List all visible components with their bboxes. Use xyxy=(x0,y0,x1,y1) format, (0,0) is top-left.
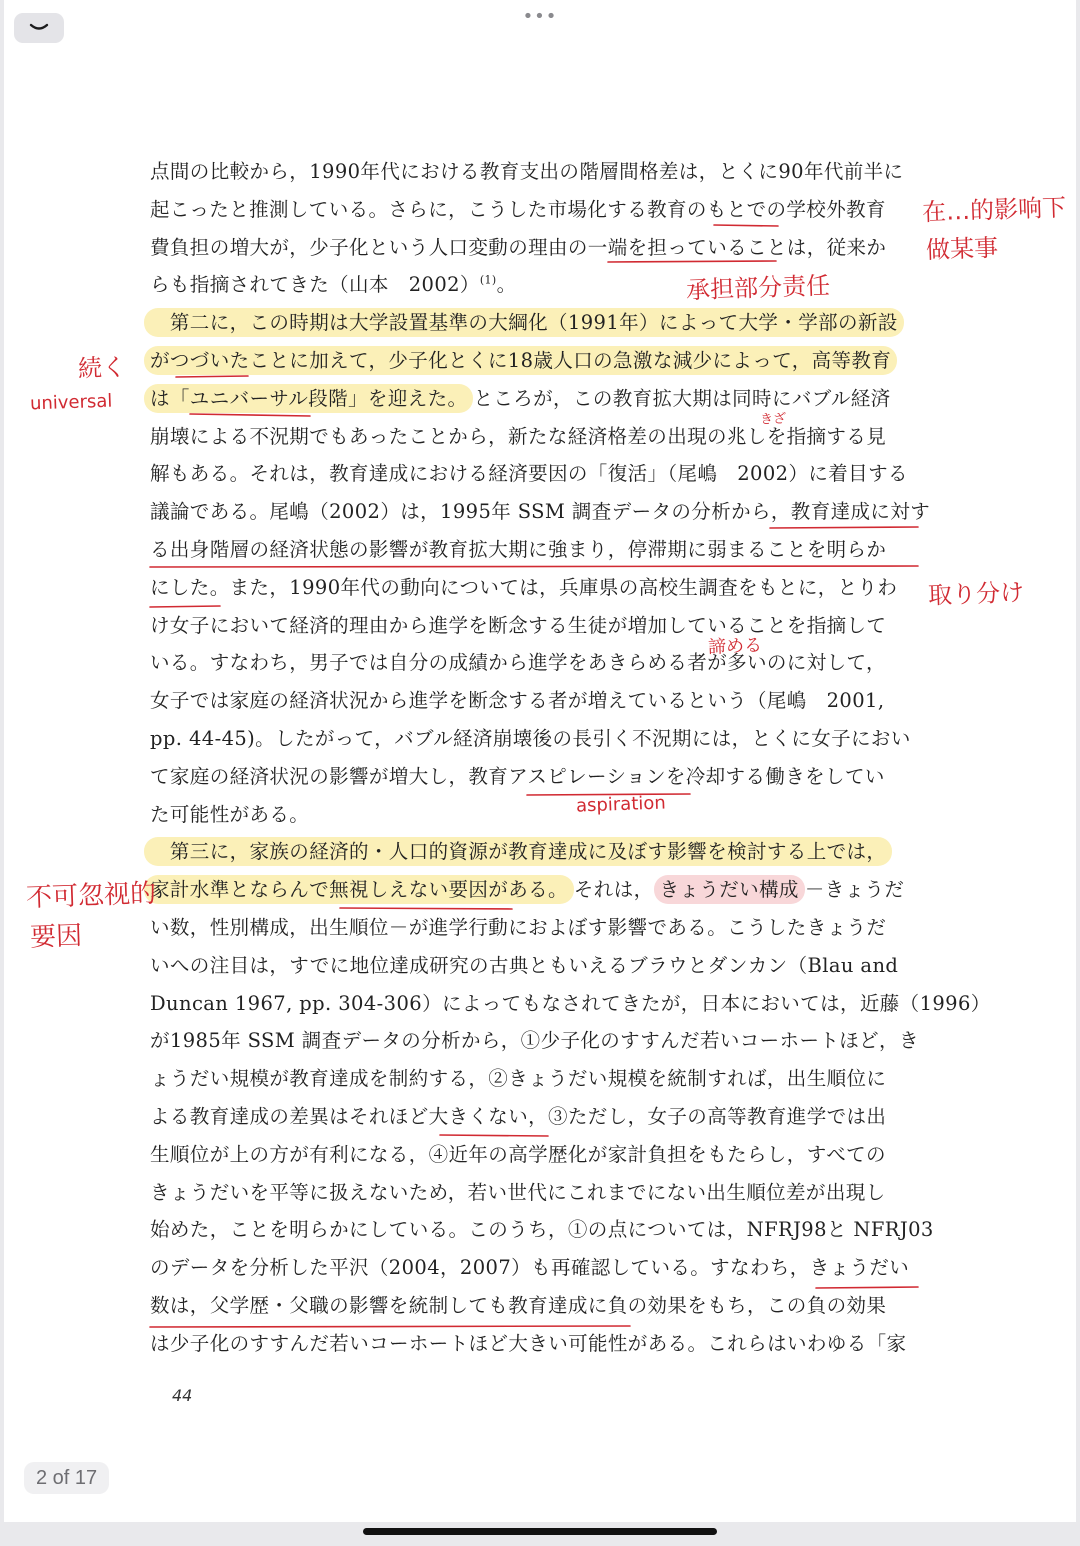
text-line xyxy=(150,645,886,681)
highlight-yellow: は「ユニバーサル段階」を迎えた。 xyxy=(144,384,473,413)
text-run: それは， xyxy=(573,878,654,902)
text-line xyxy=(150,948,898,984)
home-indicator[interactable] xyxy=(363,1528,717,1535)
text-line xyxy=(150,1099,886,1135)
text-line xyxy=(150,1250,909,1286)
text-line xyxy=(150,608,886,644)
text-run: いへの注目は，すでに地位達成研究の古典ともいえるブラウとダンカン（Blau and xyxy=(150,953,899,977)
text-run: 数は，父学歴・父職の影響を統制しても教育達成に負の効果をもち，この負の効果 xyxy=(150,1294,887,1317)
text-run: Duncan 1967, pp. 304-306）によってもなされてきたが，日本においては，近藤（1996） xyxy=(150,991,991,1015)
highlight-yellow: 第二に，この時期は大学設置基準の大綱化（1991年）によって大学・学部の新設 xyxy=(144,308,904,337)
text-line xyxy=(150,683,884,719)
text-line xyxy=(150,872,904,908)
text-line xyxy=(150,305,904,341)
ink-note: 不可忽视的 xyxy=(25,878,157,914)
ink-note: 承担部分责任 xyxy=(685,271,831,305)
text-run: て家庭の経済状況の影響が増大し，教育アスピレーションを冷却する働きをしてい xyxy=(150,764,885,788)
text-run: 女子では家庭の経済状況から進学を断念する者が増えているという（尾嶋 2001, xyxy=(150,689,885,713)
text-run: 点間の比較から，1990年代における教育支出の階層間格差は，とくに90年代前半に xyxy=(150,160,904,183)
text-line xyxy=(150,1137,886,1173)
text-line xyxy=(150,759,885,795)
text-line xyxy=(150,1023,919,1059)
text-run: が1985年 SSM 調査データの分析から，①少子化のすすんだ若いコーホートほど，き xyxy=(150,1029,919,1053)
ink-note: universal xyxy=(29,390,113,415)
highlight-yellow: 家計水準とならんで無視しえない要因がある。 xyxy=(144,875,574,904)
text-line xyxy=(150,721,911,757)
text-run: た可能性がある。 xyxy=(150,802,310,826)
text-line xyxy=(150,797,309,833)
text-line xyxy=(150,1175,886,1211)
text-line xyxy=(150,230,886,266)
text-run: 始めた，ことを明らかにしている。このうち，①の点については，NFRJ98と NFRJ03 xyxy=(150,1218,934,1242)
highlight-yellow: 第三に，家族の経済的・人口的資源が教育達成に及ぼす影響を検討する上では， xyxy=(144,837,892,866)
text-run: ょうだい規模が教育達成を制約する，②きょうだい規模を統制すれば，出生順位に xyxy=(150,1067,887,1091)
text-line xyxy=(150,494,930,530)
text-line xyxy=(150,154,903,190)
text-line xyxy=(150,343,897,379)
text-run: 解もある。それは，教育達成における経済要因の「復活」（尾嶋 2002）に着目する xyxy=(150,462,908,486)
ink-note: 做某事 xyxy=(925,233,999,265)
ink-note: aspiration xyxy=(575,792,667,817)
text-run: い数，性別構成，出生順位－が進学行動におよぼす影響である。こうしたきょうだ xyxy=(150,916,887,939)
text-run: きょうだいを平等に扱えないため，若い世代にこれまでにない出生順位差が出現し xyxy=(150,1180,886,1204)
text-line xyxy=(150,570,897,606)
text-run: 崩壊による不況期でもあったことから，新たな経済格差の出現の兆しを指摘する見 xyxy=(150,424,887,448)
text-line xyxy=(150,1326,906,1362)
text-run: －きょうだ xyxy=(804,878,905,902)
text-run: 起こったと推測している。さらに，こうした市場化する教育のもとでの学校外教育 xyxy=(150,197,886,221)
text-run: る出身階層の経済状態の影響が教育拡大期に強まり，停滞期に弱まることを明らか xyxy=(150,538,887,561)
text-run: 費負担の増大が，少子化という人口変動の理由の一端を担っていることは，従来か xyxy=(150,235,887,259)
page-indicator[interactable]: 2 of 17 xyxy=(24,1462,109,1494)
highlight-yellow: がつづいたことに加えて，少子化とくに18歳人口の急激な減少によって，高等教育 xyxy=(144,346,897,375)
page-number: 44 xyxy=(172,1386,193,1405)
text-run: pp. 44-45)。したがって，バブル経済崩壊後の長引く不況期には，とくに女子におい xyxy=(150,727,911,750)
text-line xyxy=(150,1288,886,1324)
text-line xyxy=(150,456,908,492)
text-line xyxy=(150,986,991,1022)
text-run: いる。すなわち，男子では自分の成績から進学をあきらめる者が多いのに対して， xyxy=(150,651,886,675)
text-run: け女子において経済的理由から進学を断念する生徒が増加していることを指摘して xyxy=(150,613,887,637)
ink-note: 在…的影响下 xyxy=(921,193,1067,227)
text-line xyxy=(150,834,892,870)
text-run: は少子化のすすんだ若いコーホートほど大きい可能性がある。これらはいわゆる「家 xyxy=(150,1331,907,1355)
text-run: らも指摘されてきた（山本 2002） xyxy=(150,273,480,297)
text-run: 。 xyxy=(496,273,517,297)
ink-note: 続く xyxy=(77,353,127,383)
text-line xyxy=(150,910,886,946)
text-run: ところが，この教育拡大期は同時にバブル経済 xyxy=(473,386,891,410)
ink-note: 要因 xyxy=(29,921,83,953)
text-line xyxy=(150,532,886,568)
text-run: よる教育達成の差異はそれほど大きくない，③ただし，女子の高等教育進学では出 xyxy=(150,1105,887,1128)
ellipsis-icon: ••• xyxy=(522,5,558,27)
text-line xyxy=(150,1212,934,1248)
ink-note: 取り分け xyxy=(927,578,1025,610)
text-line xyxy=(150,1061,886,1097)
text-run: 議論である。尾嶋（2002）は，1995年 SSM 調査データの分析から，教育達成に対す xyxy=(150,500,931,524)
text-run: のデータを分析した平沢（2004，2007）も再確認している。すなわち，きょうだい xyxy=(150,1256,910,1280)
text-run: (1) xyxy=(479,273,497,287)
text-line xyxy=(150,192,886,228)
text-line xyxy=(150,267,517,303)
text-run: にした。また，1990年代の動向については，兵庫県の高校生調査をもとに，とりわ xyxy=(150,575,898,599)
highlight-pink: きょうだい構成 xyxy=(654,875,805,904)
ink-note: 諦める xyxy=(707,635,763,658)
text-run: 生順位が上の方が有利になる，④近年の高学歴化が家計負担をもたらし，すべての xyxy=(150,1142,886,1166)
ink-note: きざ xyxy=(759,411,787,428)
